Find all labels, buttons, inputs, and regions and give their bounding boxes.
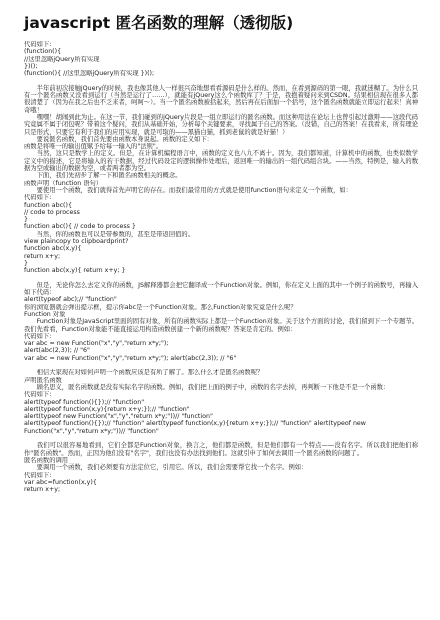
paragraph: 但是，无论你怎么去定义你的函数，JS解释器都会把它翻译成一个Function对象。例如，你在定义上面的其中一个例子的函数号，再输入如下代码： [24, 281, 418, 297]
paragraph: 要调用一个函数，我们必须要有方法定位它，引用它。所以，我们会需要帮它找一个名字。例如： [24, 464, 308, 472]
text-line: 代码如下: [24, 332, 52, 340]
article-body [24, 41, 418, 493]
text-line: 下面，我们先初步了解一下和匿名函数相关的概念。 [24, 172, 182, 180]
paragraph: 半年前初次接触jQuery的时候，我也像其他人一样很兴奋地想看看源码是什么样的。然而，在看到源码的第一眼，我就迷糊了。为什么只有一个匿名函数又没看到运行（当然是运行了……），就能有jQuery这么个函数库了？于是，我抱着疑问来到CSDN。结果相信现在很多人都很清楚了（因为在我之后也不乏来者，呵呵～）。当一个匿名函数被括起来，然后再在后面加一个括号，这个匿名函数就能立即运行起来！真神奇哦！ [24, 84, 418, 114]
blank-line [24, 362, 418, 369]
text-line: Function 对象 [24, 310, 66, 318]
text-line: 当然，你的函数也可以是带参数的，甚至是带返回值的。 [24, 230, 195, 238]
text-line: 代码如下: [24, 194, 52, 202]
text-line: function abc(){ // code to process } [24, 223, 136, 231]
text-line: view plaincopy to clipboardprint? [24, 238, 129, 246]
paragraph: 嘿嘿！胡闹到此为止。在这一节，我们碰到的jQuery片段是一组立即运行的匿名函数。而这种用法在论坛上也曾引起过激辩——这段代码究竟属不属于闭包呢？带着这个疑问，我们从基础开始，分析每个关键要素，寻找属于自己的答案。（没错，自己的答案！在我看来，所有理论只是形式，只要它有利于我们的应用实现，就是可取的——黑猫白猫，抓到老鼠的就是好猫！） [24, 113, 418, 136]
blank-line [24, 275, 418, 282]
text-line: //这里忽略jQuery所有实现 [24, 55, 100, 63]
text-line: (function(){ //这里忽略jQuery所有实现 })(); [24, 70, 155, 78]
text-line: } [24, 259, 29, 267]
text-line: 函数声明（function 语句） [24, 179, 103, 187]
paragraph: 顾名思义，匿名函数就是没有实际名字的函数。例如，我们把上面的例子中，函数的名字去掉，再判断一下他是不是一个函数： [24, 383, 390, 391]
text-line: alert(typeof function(){});// "function" [24, 398, 145, 406]
text-line: 相信大家现在对如何声明一个函数应该是有所了解了。那么什么才是匿名函数呢？ [24, 369, 264, 377]
page-title: javascript 匿名函数的理解（透彻版) [24, 14, 294, 32]
text-line: return x+y; [24, 252, 61, 260]
text-line: function abc(){ [24, 201, 72, 209]
text-line: 代码如下: [24, 471, 52, 479]
text-line: alert(typeof function(){});// "function" alert(typeof function(x,y){return x+y;});// "function" alert(typeof new [24, 420, 366, 428]
paragraph: 要说匿名函数，我们首先要由函数本身说起。函数的定义如下： [24, 135, 213, 143]
text-line: return x+y; [24, 486, 61, 494]
text-line: Function("x","y","return x*y;"))// "function" [24, 427, 159, 435]
paragraph: 要使用一个函数，我们就得首先声明它的存在。而我们最常用的方式就是使用function语句来定义一个函数，如： [24, 186, 352, 194]
text-line: 匿名函数的调用 [24, 456, 69, 464]
text-line: alert(typeof abc);// "function" [24, 296, 117, 304]
text-line: var abc=function(x,y){ [24, 478, 97, 486]
text-line: alert(typeof function(x,y){return x+y;});// "function" [24, 405, 190, 413]
paragraph: 当然，这只是数学上的定义。但是，在计算机编程语言中，函数的定义也八九不离十。因为，我们都知道，计算机中的函数，也类似数学定义中的描述，它是将输入的若干数据，经过代码设定的逻辑操作处理后，返回唯一的输出的一组代码组合块。——当然，特例是，输入的数据为空或输出的数据为空，或者两者都为空。 [24, 150, 418, 173]
text-line: // code to process [24, 208, 80, 216]
blank-line [24, 77, 418, 84]
text-line: alert(typeof new Function("x","y","return x*y;"))// "function" [24, 413, 213, 421]
text-line: 代码如下: [24, 41, 52, 48]
text-line: alert(abc(2,3)); // "6" [24, 347, 90, 355]
text-line: })(); [24, 62, 38, 70]
text-line: 函数是将唯一的输出值赋予给每一输入的"法则"。 [24, 143, 163, 151]
text-line: 你的浏览器就会弹出提示框，提示你abc是一个Function对象。那么Function对象究竟是什么呢？ [24, 303, 297, 311]
text-line: var abc = new Function("x","y","return x*y;"); [24, 340, 169, 348]
text-line: (function(){ [24, 48, 62, 56]
paragraph: 我们可以很容易地看到，它们全都是Function对象，换言之，他们都是函数，但是他们都有一个特点——没有名字。所以我们把他们称作"匿名函数"。然而，正因为他们没有"名字"，我们也没有办法找到他们。这就引申了如何去调用一个匿名函数的问题了。 [24, 442, 418, 457]
paragraph: Function对象是JavaScript里面的固有对象，所有的函数实际上都是一个Function对象。关于这个方面的讨论，我们留到下一个专题节。我们先看看，Function对象能不能直接运用构造函数创建一个新的函数呢？答案是肯定的。例如： [24, 318, 418, 333]
text-line: var abc = new Function("x","y","return x*y;"); alert(abc(2,3)); // "6" [24, 354, 237, 362]
text-line: function abc(x,y){ [24, 245, 82, 253]
text-line: } [24, 216, 29, 224]
text-line: function abc(x,y){ return x+y; } [24, 267, 126, 275]
text-line: 代码如下: [24, 391, 52, 399]
text-line: 声明匿名函数 [24, 376, 62, 384]
